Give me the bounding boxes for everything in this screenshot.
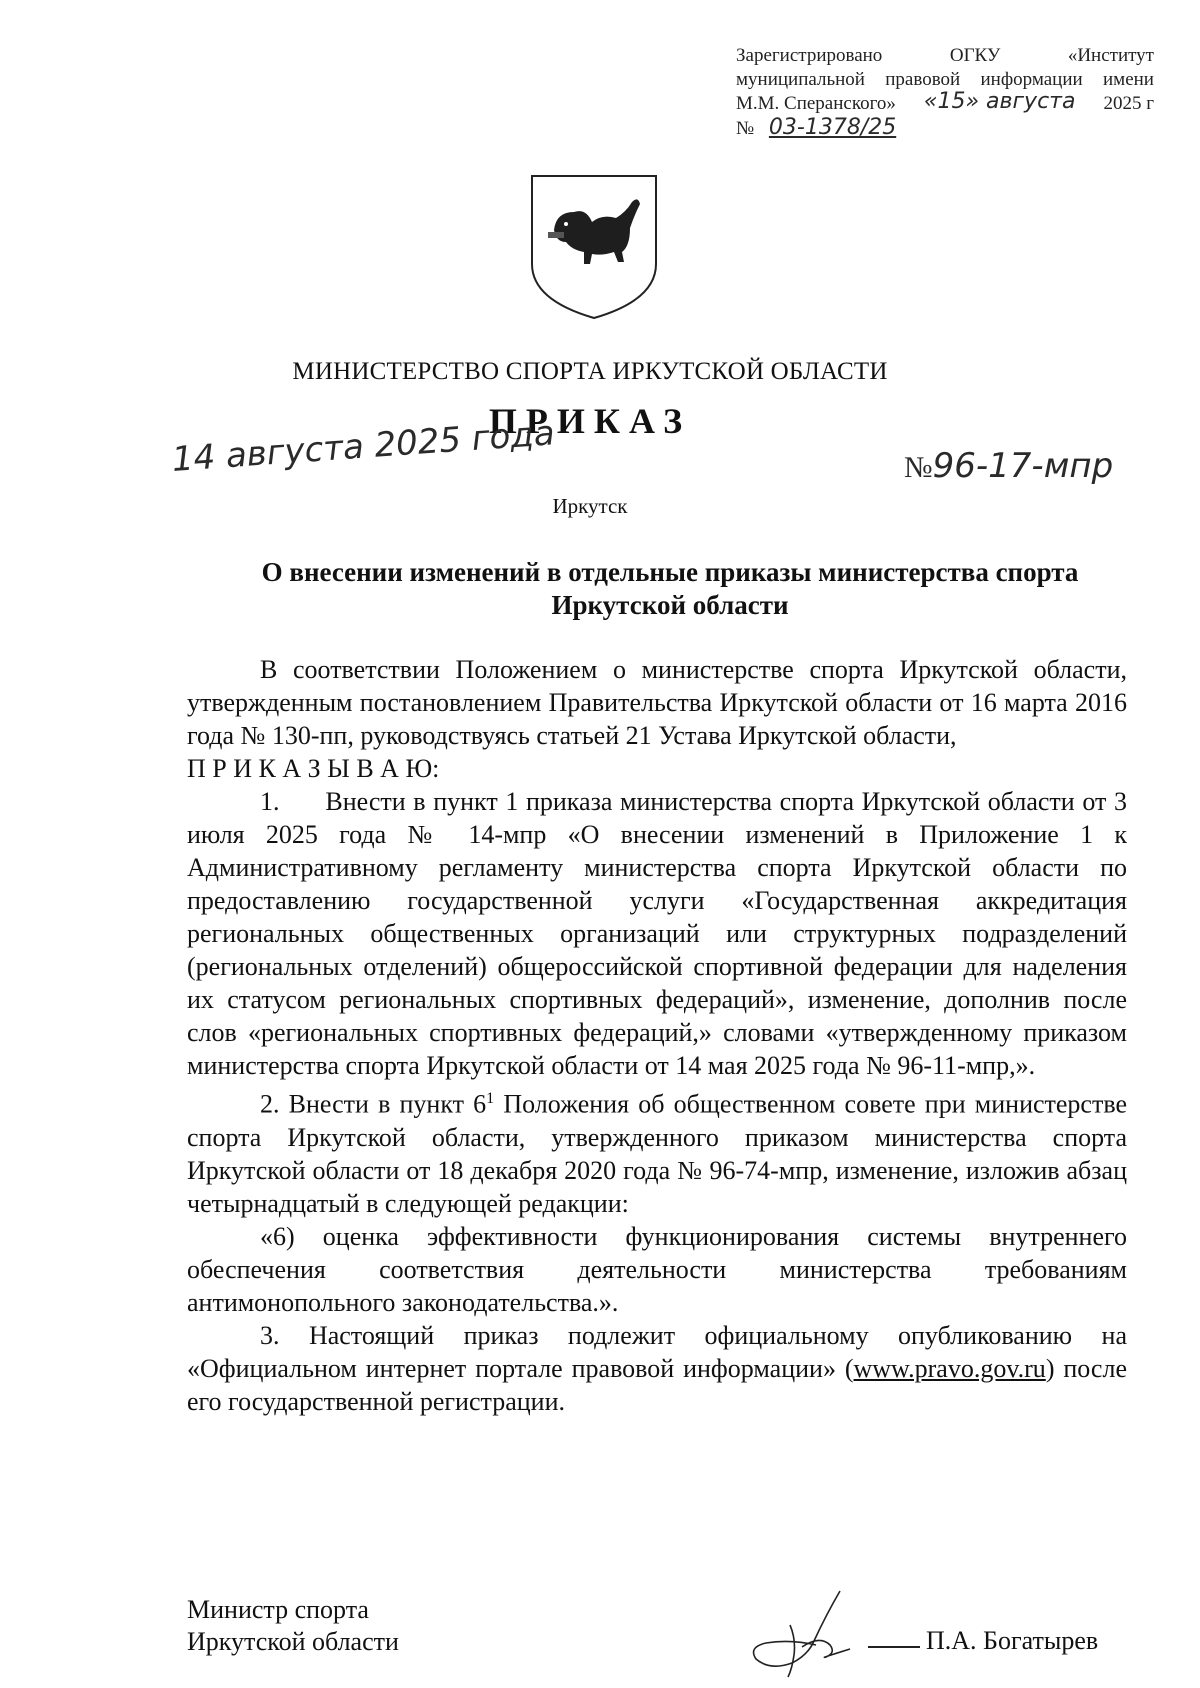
intro-paragraph: В соответствии Положением о министерстве спорта Иркутской области, утвержденным постановлением Правительства Иркутской области от 16 марта 2016 года № 130-пп, руководствуясь статьей 21 Устава Иркутской области, bbox=[187, 655, 1127, 750]
registration-number-sign: № bbox=[736, 118, 755, 139]
registration-line-1 bbox=[736, 44, 1154, 68]
signer-title bbox=[187, 1594, 399, 1658]
document-body bbox=[187, 653, 1127, 1418]
signature-line bbox=[868, 1646, 920, 1648]
registration-word-1: муниципальной bbox=[736, 69, 865, 90]
babr-animal-icon bbox=[548, 199, 640, 264]
registration-year: 2025 г bbox=[1103, 93, 1154, 114]
registration-line-4 bbox=[736, 116, 1154, 141]
item-1-text: Внести в пункт 1 приказа министерства спорта Иркутской области от 3 июля 2025 года № 14-мпр «О внесении изменений в Приложение 1 к Административному регламенту министерства спорта Иркутской области по предоставлению государственной услуги «Государственная аккредитация региональных общественных организаций или структурных подразделений (региональных отделений) общероссийской спортивной федерации для наделения их статусом региональных спортивных федераций», изменение, дополнив после слов «региональных спортивных федераций,» словами «утвержденному приказом министерства спорта Иркутской области от 14 мая 2025 года № 96-11-мпр,». bbox=[187, 787, 1128, 1080]
heading-line-1: О внесении изменений в отдельные приказы министерства спорта bbox=[261, 557, 1079, 587]
handwritten-signature-icon bbox=[730, 1585, 890, 1680]
item-2-rest: Положения об общественном совете при министерстве спорта Иркутской области, утвержденного приказом министерства спорта Иркутской области от 18 декабря 2020 года № 96-74-мпр, изменение, изложив абзац четырнадцатый в следующей редакции: bbox=[187, 1089, 1128, 1218]
order-number-sign: № bbox=[904, 451, 933, 484]
signer-title-line-2: Иркутской области bbox=[187, 1627, 399, 1656]
registration-line-3 bbox=[736, 89, 1154, 116]
document-heading bbox=[200, 556, 1140, 622]
registration-word-4: имени bbox=[1103, 69, 1154, 90]
item-3-start: 3. Настоящий приказ подлежит официальному опубликованию на «Официальном интернет портале правовой информации» ( bbox=[187, 1320, 1127, 1383]
item-2-quote: «6) оценка эффективности функционирования системы внутреннего обеспечения соответствия деятельности министерства требованиям антимонопольного законодательства.». bbox=[187, 1221, 1127, 1317]
order-number bbox=[904, 446, 1113, 486]
item-3 bbox=[187, 1319, 1127, 1418]
registration-institute: «Институт bbox=[1067, 45, 1154, 66]
ministry-name: МИНИСТЕРСТВО СПОРТА ИРКУТСКОЙ ОБЛАСТИ bbox=[292, 358, 888, 385]
registration-stamp bbox=[736, 44, 1154, 141]
pravo-link[interactable]: www.pravo.gov.ru bbox=[853, 1353, 1046, 1383]
item-2-superscript: 1 bbox=[486, 1090, 495, 1107]
item-1 bbox=[187, 785, 1127, 1082]
registration-org: ОГКУ bbox=[949, 45, 1001, 66]
item-3-end: ) после его государственной регистрации. bbox=[187, 1353, 1127, 1416]
coat-of-arms-icon bbox=[526, 172, 662, 322]
heading-line-2: Иркутской области bbox=[551, 590, 789, 620]
document-type-title: ПРИКАЗ bbox=[488, 401, 692, 441]
registration-word-3: информации bbox=[980, 69, 1083, 90]
registration-word-2: правовой bbox=[885, 69, 961, 90]
registration-speransky: М.М. Сперанского» bbox=[736, 93, 896, 114]
registration-date-handwritten: «15» августа bbox=[923, 89, 1076, 114]
decree-word: П Р И К А З Ы В А Ю: bbox=[187, 754, 440, 783]
item-2 bbox=[187, 1082, 1127, 1220]
order-date-handwritten: 14 августа 2025 года bbox=[170, 413, 556, 480]
city: Иркутск bbox=[552, 494, 628, 518]
registration-label: Зарегистрировано bbox=[736, 45, 883, 66]
item-1-number: 1. bbox=[260, 787, 280, 816]
item-2-start: 2. Внести в пункт 6 bbox=[260, 1089, 487, 1119]
signer-name: П.А. Богатырев bbox=[926, 1626, 1099, 1655]
registration-number-handwritten: 03-1378/25 bbox=[768, 115, 897, 140]
signer-title-line-1: Министр спорта bbox=[187, 1595, 369, 1624]
order-number-handwritten: 96-17-мпр bbox=[932, 446, 1114, 486]
